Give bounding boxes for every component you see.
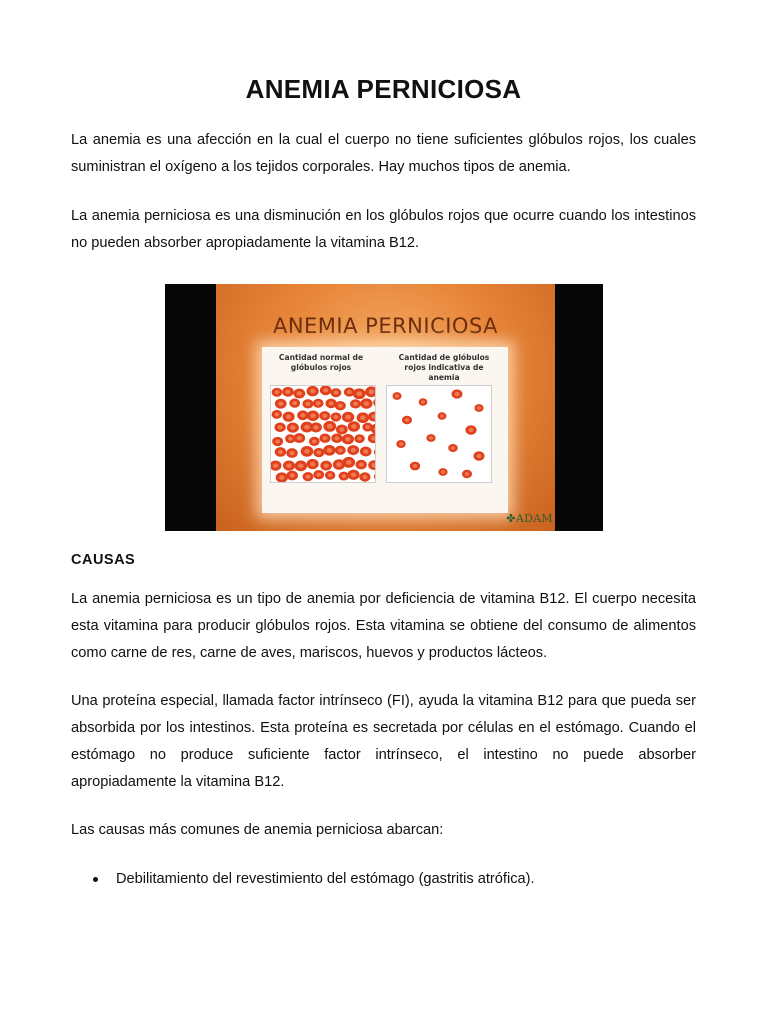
blood-cell-icon [295,461,308,472]
blood-cell-icon [465,425,476,434]
blood-cell-icon [325,471,335,480]
blood-cell-icon [286,471,298,481]
blood-cell-icon [392,392,401,400]
anemia-cells-illustration [387,386,491,482]
blood-cell-icon [272,388,283,397]
blood-cell-icon [353,388,366,399]
blood-cell-icon [301,446,314,457]
blood-cell-icon [452,389,463,398]
page-title: ANEMIA PERNICIOSA [245,74,522,104]
embedded-video[interactable] [165,284,603,531]
blood-cell-icon [356,460,367,470]
causas-paragraph-2: Una proteína especial, llamada factor intrínseco (FI), ayuda la vitamina B12 para que pueda ser absorbida por los intestinos. Esta proteína es secretada por células en el estómago. Cuando el estómago no produce suficiente factor intrínseco, el intestino no puede absorber apropiadamente la vitamina B12. [71,693,696,790]
blood-cell-icon [272,410,283,419]
blood-cell-icon [360,398,372,408]
blood-cell-icon [275,447,286,457]
blood-cell-icon [438,468,447,476]
blood-cell-icon [344,387,355,396]
blood-cell-icon [310,422,322,432]
blood-cell-icon [419,398,428,405]
blood-cell-icon [313,399,324,408]
blood-cell-icon [313,448,324,457]
blood-cell-icon [448,444,458,452]
blood-cell-icon [283,461,295,471]
blood-cell-icon [320,461,332,471]
blood-cell-icon [331,433,342,443]
blood-cell-icon [462,470,472,479]
blood-cell-icon [368,412,375,422]
blood-cell-icon [283,412,295,422]
blood-cell-icon [307,410,319,421]
blood-cell-icon [402,416,412,425]
blood-cell-icon [274,423,285,433]
blood-cell-icon [368,460,375,470]
list-item [71,866,696,893]
causas-paragraph-1: La anemia perniciosa es un tipo de anemia por deficiencia de vitamina B12. El cuerpo necesita esta vitamina para producir glóbulos rojos. Esta vitamina se obtiene del consumo de alimentos como carne de res, carne de aves, mariscos, huevos y productos lácteos. [71,591,696,661]
blood-cell-icon [331,412,342,421]
blood-cell-icon [293,388,305,398]
blood-cell-icon [336,424,348,434]
blood-cell-icon [276,472,288,482]
blood-cell-icon [368,434,375,444]
causes-list [71,866,696,893]
blood-cell-icon [319,434,330,443]
blood-cell-icon [360,447,372,457]
bullet-icon [93,877,98,882]
blood-cell-icon [323,421,336,432]
blood-cell-icon [303,472,314,481]
caption-normal: Cantidad normal de glóbulos rojos [278,353,364,372]
blood-cell-icon [309,437,320,446]
blood-cell-icon [302,399,313,408]
blood-cell-icon [339,472,349,481]
blood-cell-icon [357,412,369,423]
list-item-text: Debilitamiento del revestimiento del estómago (gastritis atrófica). [116,871,535,887]
blood-cell-icon [438,412,447,419]
slide-title: ANEMIA PERNICIOSA [272,314,499,338]
normal-cells-illustration [271,386,375,482]
blood-cell-icon [348,421,360,431]
blood-cell-icon [272,437,283,446]
blood-cell-icon [313,470,324,479]
blood-cell-icon [342,434,354,444]
intro-paragraph-1: La anemia es una afección en la cual el cuerpo no tiene suficientes glóbulos rojos, los cuales suministran el oxígeno a los tejidos corporales. Hay muchos tipos de anemia. [71,132,696,175]
blood-cell-icon [473,451,484,460]
blood-cell-icon [359,472,370,481]
blood-cell-icon [347,445,359,455]
blood-cell-icon [331,388,342,397]
blood-cell-icon [335,401,346,410]
blood-cell-icon [323,445,336,456]
blood-cell-icon [396,440,405,448]
blood-cell-icon [374,472,375,482]
video-slide [216,284,555,531]
blood-cell-icon [320,386,332,395]
blood-cell-icon [286,448,297,458]
anemia-cells-panel [386,385,492,483]
blood-cell-icon [271,461,281,471]
blood-cell-icon [365,386,375,397]
blood-cell-icon [293,433,305,443]
caption-anemia: Cantidad de glóbulos rojos indicativa de anemia [398,353,490,382]
blood-cell-icon [319,411,330,420]
adam-logo: ✤ADAM [506,512,553,525]
blood-cell-icon [348,470,360,480]
blood-cell-icon [335,446,346,455]
blood-cell-icon [342,457,355,468]
blood-cell-icon [289,399,300,408]
logo-text: ADAM [515,512,553,525]
blood-cell-icon [307,459,319,469]
blood-cell-icon [354,434,364,443]
blood-cell-icon [410,462,420,471]
blood-cell-icon [350,399,361,408]
blood-cell-icon [342,412,354,423]
comparison-card [262,347,508,513]
blood-cell-icon [275,399,287,409]
blood-cell-icon [287,422,299,432]
blood-cell-icon [282,387,294,397]
blood-cell-icon [373,398,375,407]
blood-cell-icon [426,434,435,442]
causas-heading: CAUSAS [71,552,136,568]
blood-cell-icon [474,404,483,412]
blood-cell-icon [307,386,319,396]
causas-paragraph-3: Las causas más comunes de anemia perniciosa abarcan: [71,822,444,838]
blood-cell-icon [374,447,375,457]
intro-paragraph-2: La anemia perniciosa es una disminución en los glóbulos rojos que ocurre cuando los intestinos no pueden absorber apropiadamente la vitamina B12. [71,208,696,251]
normal-cells-panel [270,385,376,483]
